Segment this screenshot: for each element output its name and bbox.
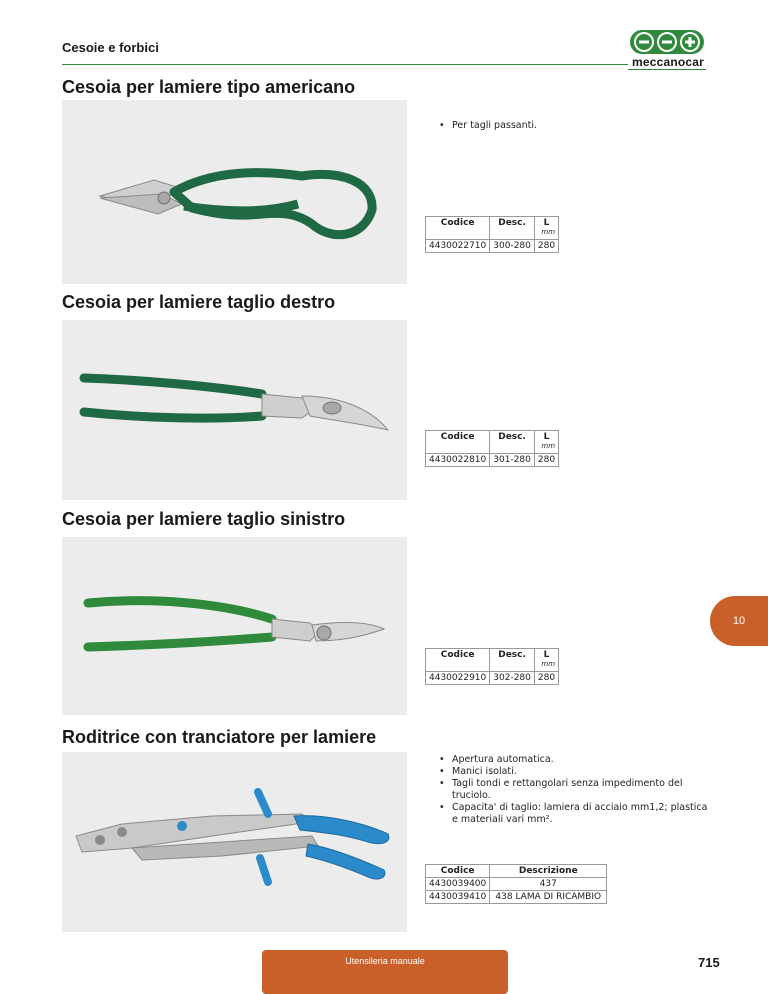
table-cell: 4430039410 (426, 891, 490, 904)
feature-list (437, 120, 537, 132)
table-cell: 4430039400 (426, 878, 490, 891)
table-row (426, 891, 607, 904)
table-cell: 302-280 (490, 672, 535, 685)
feature-item: • Per tagli passanti. (437, 120, 537, 132)
table-cell: 4430022810 (426, 454, 490, 467)
table-row (426, 454, 559, 467)
header-divider (62, 64, 628, 65)
table-cell: 437 (490, 878, 607, 891)
section-title: Cesoia per lamiere taglio sinistro (62, 509, 346, 529)
section-title: Cesoia per lamiere tipo americano (62, 77, 356, 97)
table-row (426, 672, 559, 685)
column-header (534, 217, 558, 240)
column-header: Codice (426, 649, 490, 672)
column-header (534, 431, 558, 454)
column-header: Codice (426, 217, 490, 240)
feature-item: • Capacita' di taglio: lamiera di acciaio mm1,2; plastica e materiali vari mm². (437, 802, 712, 826)
table-cell: 280 (534, 454, 558, 467)
table-row (426, 878, 607, 891)
section-title: Cesoia per lamiere taglio destro (62, 292, 336, 312)
page-number: 715 (698, 955, 720, 970)
feature-item: • Apertura automatica. (437, 754, 712, 766)
brand-name: meccanocar (632, 55, 705, 69)
table-row (426, 240, 559, 253)
column-header-label: L (543, 432, 550, 442)
spec-table (425, 430, 559, 467)
product-image (62, 752, 407, 932)
column-header: Desc. (490, 649, 535, 672)
column-header (534, 649, 558, 672)
column-header: Desc. (490, 431, 535, 454)
column-header-label: L (543, 650, 550, 660)
brand-divider (628, 69, 706, 70)
column-header: Codice (426, 865, 490, 878)
table-cell: 301-280 (490, 454, 535, 467)
chapter-tab: 10 (710, 596, 768, 646)
section-header: Cesoie e forbici (62, 40, 159, 55)
unit-label: mm (541, 442, 556, 450)
product-image (62, 537, 407, 715)
table-cell: 280 (534, 672, 558, 685)
section-title: Roditrice con tranciatore per lamiere (62, 727, 377, 747)
column-header-label: L (543, 218, 550, 228)
product-image (62, 100, 407, 284)
column-header: Codice (426, 431, 490, 454)
spec-table (425, 216, 559, 253)
unit-label: mm (541, 228, 556, 236)
table-cell: 4430022710 (426, 240, 490, 253)
spec-table (425, 648, 559, 685)
table-cell: 300-280 (490, 240, 535, 253)
table-cell: 4430022910 (426, 672, 490, 685)
feature-list (437, 754, 712, 826)
column-header: Descrizione (490, 865, 607, 878)
feature-item: • Manici isolati. (437, 766, 712, 778)
table-cell: 280 (534, 240, 558, 253)
spec-table (425, 864, 607, 904)
product-image (62, 320, 407, 500)
column-header: Desc. (490, 217, 535, 240)
table-cell: 438 LAMA DI RICAMBIO (490, 891, 607, 904)
unit-label: mm (541, 660, 556, 668)
feature-item: • Tagli tondi e rettangolari senza impedimento del truciolo. (437, 778, 712, 802)
footer-category-tab: Utensileria manuale (262, 950, 508, 994)
